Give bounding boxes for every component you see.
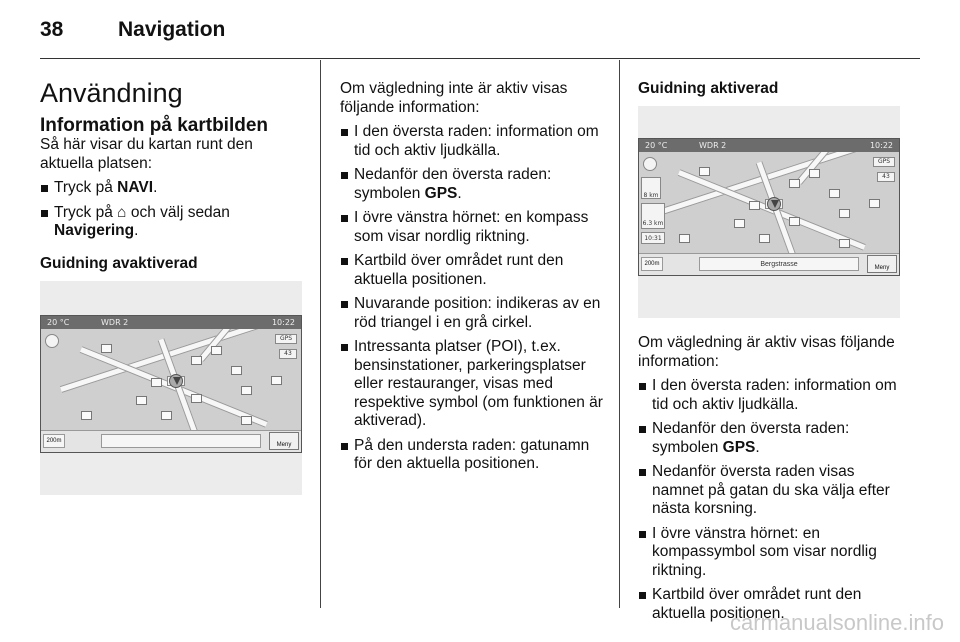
item-text: Nuvarande position: indikeras av en röd triangel i en grå cirkel. [354,295,601,331]
bullet-icon [341,344,348,351]
info-item [638,463,902,519]
gps-badge: GPS [873,157,895,167]
item-text: Tryck på ⌂ och välj sedan [54,203,230,221]
bold-term: GPS [424,184,458,202]
distance-box: 6.3 km [641,203,665,229]
item-text: Nedanför översta raden visas namnet på gatan du ska välja efter nästa korsning. [652,463,890,517]
radio-text: WDR 2 [699,141,727,150]
turn-arrow-icon: 8 km [641,177,661,199]
heading-map-info: Information på kartbilden [40,115,269,136]
menu-button: Meny [269,432,299,450]
position-icon [767,197,781,211]
road-number-badge: 43 [279,349,297,359]
poi-icon [679,234,690,243]
position-icon [169,374,183,388]
column-divider [619,60,620,608]
item-text: Nedanför den översta raden: symbolen [354,166,552,202]
header-rule [40,58,920,59]
step-list [40,179,306,241]
info-item [638,377,902,414]
intro-text: Så här visar du kartan runt den aktuella platsen: [40,136,253,172]
bullet-icon [639,469,646,476]
poi-icon [151,378,162,387]
scale-label: 200m [43,434,65,448]
bullet-icon [341,215,348,222]
poi-icon [191,394,202,403]
item-text: Kartbild över området runt den aktuella positionen. [354,252,564,288]
intro-text: Om vägledning inte är aktiv visas följande information: [340,80,568,116]
item-text: På den understa raden: gatunamn för den aktuella positionen. [354,436,590,472]
item-text: . [457,184,462,202]
info-item [340,338,604,431]
item-text: I övre vänstra hörnet: en kompassymbol som visar nordlig riktning. [652,524,877,579]
info-item [340,209,604,246]
section-title: Navigation [118,18,226,41]
compass-icon [643,157,657,171]
heading-usage: Användning [40,78,183,108]
step-item [40,179,306,198]
item-text: Kartbild över området runt den aktuella positionen. [652,586,862,622]
bullet-icon [341,258,348,265]
poi-icon [789,217,800,226]
info-item [340,252,604,289]
bullet-icon [341,301,348,308]
poi-icon [809,169,820,178]
item-text: Nedanför den översta raden: symbolen [652,420,850,456]
status-bar [41,316,301,329]
bullet-icon [341,443,348,450]
poi-icon [789,179,800,188]
poi-icon [271,376,282,385]
status-bar [639,139,899,152]
poi-icon [869,199,880,208]
item-text: I övre vänstra hörnet: en kompass som visar nordlig riktning. [354,209,589,245]
watermark: carmanualsonline.info [729,610,944,635]
info-item [638,420,902,457]
bullet-icon [639,531,646,538]
column-2 [340,60,604,474]
item-text: Tryck på [54,179,118,196]
info-item [340,295,604,332]
scale-label: 200m [641,257,663,271]
poi-icon [161,411,172,420]
bold-term: Navigering [54,222,135,239]
bullet-icon [639,426,646,433]
info-list-inactive [340,123,604,474]
gps-badge: GPS [275,334,297,344]
bold-term: NAVI [117,179,154,196]
poi-icon [81,411,92,420]
map-figure-inactive [40,281,302,495]
bold-term: GPS [722,438,756,456]
street-field [101,434,261,448]
poi-icon [699,167,710,176]
intro-text: Om vägledning är aktiv visas följande information: [638,334,895,370]
item-text: Intressanta platser (POI), t.ex. bensinstationer, parkeringsplatser eller restauranger, visas med respektive symbol (om funktionen är aktiverad). [354,338,603,429]
road-number-badge: 43 [877,172,895,182]
poi-icon [136,396,147,405]
figure-caption-active: Guidning aktiverad [638,80,779,97]
street-name: Bergstrasse [699,257,859,271]
eta-box: 10:31 [641,232,665,244]
item-text: . [755,438,760,456]
clock-text: 10:22 [869,141,893,150]
item-text: . [134,222,139,239]
column-divider [320,60,321,608]
item-text: I den översta raden: information om tid och aktiv ljudkälla. [652,377,897,413]
poi-icon [231,366,242,375]
poi-icon [829,189,840,198]
info-item [340,123,604,160]
nav-screen-inactive [40,315,302,453]
info-item [638,525,902,581]
page-header [40,18,225,48]
column-3 [638,60,902,623]
item-text: I den översta raden: information om tid och aktiv ljudkälla. [354,123,599,159]
info-list-active [638,377,902,623]
step-item [40,204,306,241]
poi-icon [211,346,222,355]
poi-icon [734,219,745,228]
bottom-bar [639,253,899,275]
poi-icon [241,416,252,425]
poi-icon [759,234,770,243]
bullet-icon [41,185,48,192]
menu-button: Meny [867,255,897,273]
map-figure-active [638,106,900,318]
radio-text: WDR 2 [101,317,129,327]
bullet-icon [341,172,348,179]
column-1 [40,60,306,495]
poi-icon [191,356,202,365]
temperature-text: 20 °C [645,141,668,150]
info-item [340,437,604,474]
info-item [340,166,604,203]
bullet-icon [41,210,48,217]
bullet-icon [639,592,646,599]
poi-icon [839,239,850,248]
poi-icon [749,201,760,210]
poi-icon [241,386,252,395]
temperature-text: 20 °C [47,317,70,327]
figure-caption-inactive: Guidning avaktiverad [40,254,198,272]
bottom-bar [41,430,301,452]
nav-screen-active [638,138,900,276]
item-text: . [153,179,158,196]
compass-icon [45,334,59,348]
page-number: 38 [40,18,64,41]
bullet-icon [341,129,348,136]
poi-icon [839,209,850,218]
clock-text: 10:22 [271,317,295,327]
poi-icon [101,344,112,353]
bullet-icon [639,383,646,390]
